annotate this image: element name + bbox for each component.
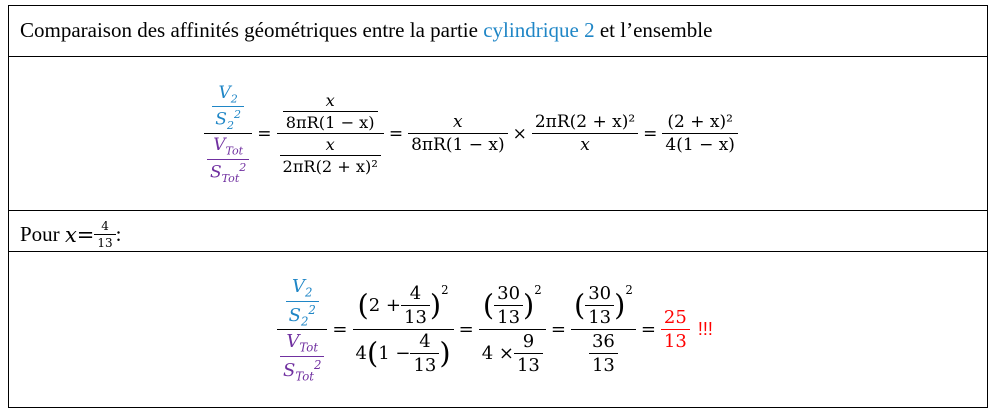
equals-sign: = [643, 123, 658, 144]
general-equation-row [9, 57, 987, 211]
equals-sign: = [458, 319, 474, 341]
ratio-total: $\frac{V_{Tot}}{S_{Tot}^2}$ [207, 135, 249, 184]
condition-fraction: $\frac{4}{13}$ [94, 219, 115, 250]
title-prefix: Comparaison des affinités géométriques entre la partie [20, 18, 484, 42]
step1-fraction: ( 2 + $\frac{4}{13}$ ) 2 4 ( 1 − $\frac{4}{13}$ ) [353, 283, 454, 376]
equals-sign: = [257, 123, 272, 144]
title-highlight: cylindrique 2 [483, 18, 595, 42]
numeric-equation [277, 276, 713, 383]
step2-fraction: ( $\frac{30}{13}$ ) 2 4 × $\frac{9}{13}$ [479, 283, 546, 376]
ratio-lhs [204, 83, 252, 185]
exclamation: !!! [697, 319, 713, 340]
equals-sign: = [640, 319, 656, 341]
fraction: $\frac{\text{2πR(2 + x)²}}{x}$ [532, 112, 638, 155]
title-row [9, 6, 987, 57]
section-title [20, 18, 712, 43]
compound-fraction: $\frac{\frac{x}{8\pi R(1 - x)}}{\frac{x}{\text{2πR(2 + x)²}}}$ [277, 91, 384, 176]
final-result: $\frac{25}{13}$ [661, 307, 690, 352]
step3-fraction: ( $\frac{30}{13}$ ) 2 $\frac{36}{13}$ [571, 283, 636, 376]
variable: x [64, 222, 77, 247]
condition-text [20, 219, 122, 250]
equals-sign: = [332, 319, 348, 341]
condition-label: Pour [20, 222, 60, 246]
title-suffix: et l’ensemble [594, 18, 713, 42]
equals-sign: = [550, 319, 566, 341]
numeric-equation-row [9, 252, 987, 408]
fraction: $\frac{x}{8\pi R(1 - x)}$ [408, 112, 508, 155]
equals-sign: = [76, 222, 95, 247]
general-equation [204, 83, 738, 185]
ratio-lhs: $\frac{\frac{V_2}{S_2^2}}{\frac{V_{Tot}}{S_{Tot}^2}}$ [277, 276, 327, 383]
result-fraction: $\frac{\text{(2 + x)²}}{4(1 - x)}$ [662, 112, 738, 155]
ratio-part: $\frac{V_2}{S_2^2}$ [212, 83, 244, 132]
comparison-table [8, 5, 988, 408]
equals-sign: = [388, 123, 404, 144]
times-sign: × [512, 123, 527, 144]
colon: : [115, 222, 122, 246]
condition-row [9, 211, 987, 252]
